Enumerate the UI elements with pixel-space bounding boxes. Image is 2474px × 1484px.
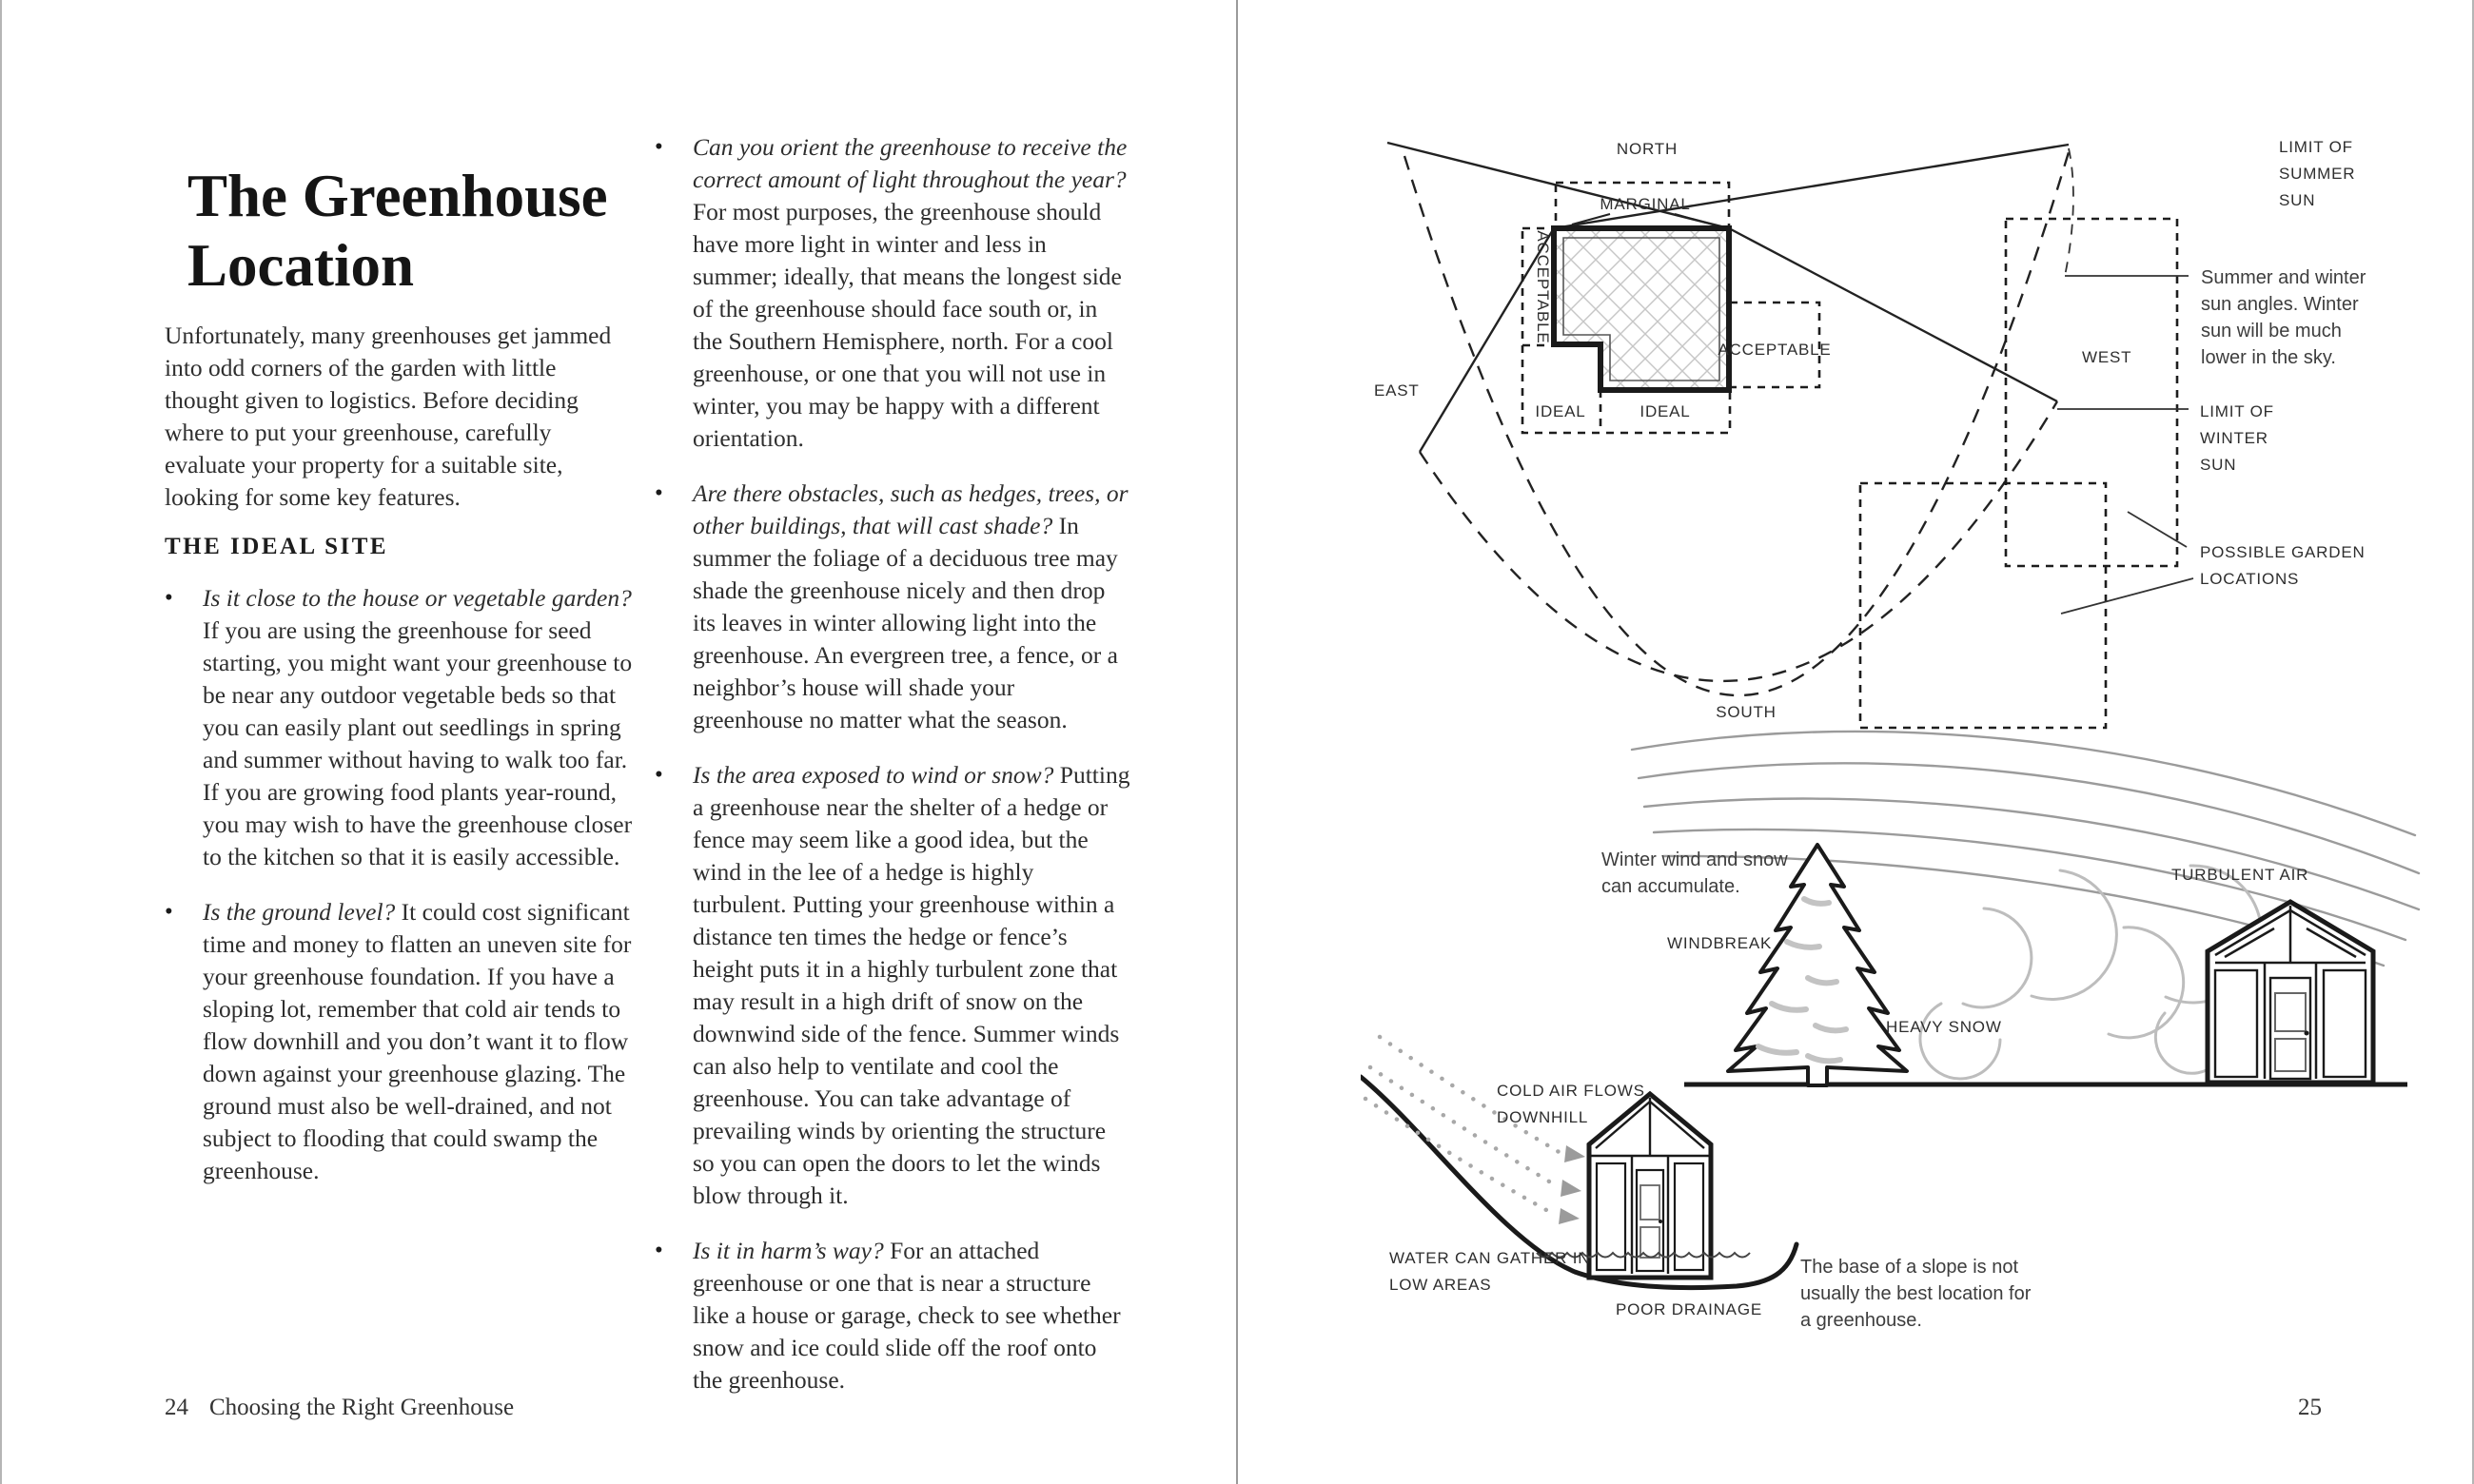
list-item [165, 896, 636, 1187]
bullet-icon: • [165, 585, 173, 611]
site-plan-diagram [1361, 124, 2436, 771]
label-marginal: MARGINAL [1600, 195, 1691, 213]
bullet-body: In summer the foliage of a deciduous tree may shade the greenhouse nicely and then drop its leaves in winter allowing light into the greenhouse. An evergreen tree, a fence, or a neighbor’s house will shade your greenhouse no matter what the season. [693, 512, 1118, 733]
svg-text:SUMMER: SUMMER [2279, 165, 2356, 183]
svg-text:LIMIT OF: LIMIT OF [2200, 402, 2274, 420]
label-limit-summer-sun [2279, 138, 2355, 209]
bullet-body: If you are using the greenhouse for seed starting, you might want your greenhouse to be near any outdoor vegetable beds so that you can easily plant out seedlings in spring and summer without having to walk too far. If you are growing food plants year-round, you may wish to have the greenhouse closer to the kitchen so that it is easily accessible. [203, 616, 633, 870]
bullet-icon: • [655, 480, 663, 506]
svg-text:WINTER: WINTER [2200, 429, 2268, 447]
svg-text:usually the best location for: usually the best location for [1800, 1283, 2032, 1304]
svg-text:can accumulate.: can accumulate. [1601, 876, 1740, 897]
svg-text:sun will be much: sun will be much [2201, 321, 2342, 342]
chapter-title: Choosing the Right Greenhouse [209, 1395, 515, 1420]
svg-text:COLD AIR FLOWS: COLD AIR FLOWS [1497, 1082, 1645, 1100]
bullet-icon: • [655, 1238, 663, 1263]
windbreak-tree [1728, 845, 1907, 1085]
label-west: WEST [2082, 348, 2132, 366]
bullet-icon: • [655, 762, 663, 788]
list-item [165, 582, 636, 873]
garden-location-2 [1860, 483, 2106, 728]
list-item [655, 131, 1130, 455]
page-title: The Greenhouse Location [187, 163, 608, 300]
label-poor-drainage: POOR DRAINAGE [1616, 1300, 1762, 1318]
bullet-lead: Is it close to the house or vegetable garden? [203, 584, 632, 612]
label-north: NORTH [1616, 140, 1679, 158]
bullet-body: For most purposes, the greenhouse should have more light in winter and less in summer; ideally, that means the longest side of the greenhouse should face south or, in the Southern Hemisphere, north. For a cool greenhouse, or one that you will not use in winter, you may be happy with a different orientation. [693, 198, 1122, 452]
bullet-body: Putting a greenhouse near the shelter of a hedge or fence may seem like a good idea, but the wind in the lee of a hedge is highly turbulent. Putting your greenhouse within a distance ten times the hedge or fence’s height puts it in a highly turbulent zone that may result in a high drift of snow on the downwind side of the fence. Summer winds can also help to ventilate and cool the greenhouse. You can take advantage of prevailing winds by orienting the structure so you can open the doors to let the winds blow through it. [693, 761, 1130, 1209]
label-acceptable-right: ACCEPTABLE [1718, 341, 1832, 359]
svg-text:LOCATIONS: LOCATIONS [2200, 570, 2300, 588]
bullet-lead: Is the ground level? [203, 898, 396, 926]
label-possible-garden-locations [2200, 543, 2366, 588]
bullet-body: It could cost significant time and money to flatten an uneven site for your greenhouse foundation. If you have a sloping lot, remember that cold air tends to flow downhill and you don’t want it to flow down against your greenhouse glazing. The ground must also be well-drained, and not subject to flooding that could swamp the greenhouse. [203, 898, 632, 1184]
label-east: EAST [1374, 381, 1420, 400]
svg-text:SUN: SUN [2200, 456, 2237, 474]
bullet-icon: • [165, 899, 173, 925]
page-number: 24 [165, 1395, 188, 1420]
svg-text:lower in the sky.: lower in the sky. [2201, 347, 2336, 368]
svg-text:DOWNHILL: DOWNHILL [1497, 1108, 1589, 1126]
left-column [165, 582, 636, 1210]
greenhouse-right [2208, 902, 2373, 1083]
svg-text:LOW AREAS: LOW AREAS [1389, 1276, 1492, 1294]
arrowheads [1559, 1145, 1585, 1224]
label-acceptable-left: ACCEPTABLE [1534, 230, 1552, 344]
label-ideal-left: IDEAL [1535, 402, 1586, 420]
summer-sun-arc [1404, 152, 2069, 695]
svg-text:POSSIBLE GARDEN: POSSIBLE GARDEN [2200, 543, 2366, 561]
label-limit-winter-sun [2200, 402, 2274, 474]
list-item [655, 759, 1130, 1212]
page-gutter [1236, 0, 1238, 1484]
label-turbulent-air: TURBULENT AIR [2171, 866, 2309, 884]
svg-text:a greenhouse.: a greenhouse. [1800, 1310, 1922, 1331]
bullet-lead: Are there obstacles, such as hedges, trees, or other buildings, that will cast shade? [693, 479, 1129, 539]
bullet-lead: Is the area exposed to wind or snow? [693, 761, 1054, 789]
note-slope [1800, 1257, 2032, 1331]
middle-column [655, 131, 1130, 1419]
bullet-icon: • [655, 134, 663, 160]
list-item [655, 478, 1130, 736]
page-edge-left [0, 0, 2, 1484]
intro-paragraph: Unfortunately, many greenhouses get jammed into odd corners of the garden with little thought given to logistics. Before deciding where to put your greenhouse, carefully evaluate your property for a suitable site, looking for some key features. [165, 321, 612, 511]
page-number: 25 [2298, 1395, 2322, 1420]
wind-slope-diagram [1361, 723, 2436, 1389]
section-heading: THE IDEAL SITE [165, 533, 389, 559]
bullet-lead: Is it in harm’s way? [693, 1237, 884, 1264]
bullet-lead: Can you orient the greenhouse to receive the correct amount of light throughout the year? [693, 133, 1128, 193]
svg-text:Winter wind and snow: Winter wind and snow [1601, 849, 1788, 870]
label-windbreak: WINDBREAK [1667, 934, 1773, 952]
label-heavy-snow: HEAVY SNOW [1886, 1018, 2002, 1036]
svg-text:LIMIT OF: LIMIT OF [2279, 138, 2353, 156]
svg-text:sun angles. Winter: sun angles. Winter [2201, 294, 2359, 315]
bullet-body: For an attached greenhouse or one that is near a structure like a house or garage, check to see whether snow and ice could slide off the roof onto the greenhouse. [693, 1237, 1121, 1394]
house-footprint [1554, 228, 1729, 390]
greenhouse-lower [1589, 1094, 1711, 1278]
label-south: SOUTH [1716, 703, 1777, 721]
svg-text:SUN: SUN [2279, 191, 2316, 209]
svg-text:WATER CAN GATHER IN: WATER CAN GATHER IN [1389, 1249, 1591, 1267]
svg-text:Summer and winter: Summer and winter [2201, 267, 2366, 288]
list-item [655, 1235, 1130, 1396]
label-ideal-right: IDEAL [1640, 402, 1691, 420]
note-sun-angles [2201, 267, 2366, 368]
footer-left [165, 1395, 514, 1421]
note-winter-wind [1601, 849, 1788, 897]
label-water-gather [1389, 1249, 1590, 1294]
svg-text:The base of a slope is not: The base of a slope is not [1800, 1257, 2019, 1278]
winter-sun-arc [1420, 401, 2057, 681]
